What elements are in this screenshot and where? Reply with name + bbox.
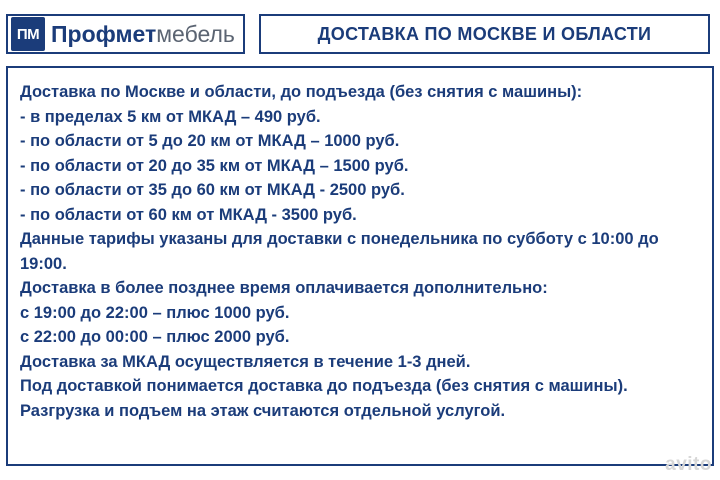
brand-name-bold: Профмет bbox=[51, 20, 157, 47]
logo-monogram-icon: ПМ bbox=[11, 17, 45, 51]
terms-line: Доставка по Москве и области, до подъезда (без снятия с машины): bbox=[20, 83, 583, 101]
terms-line: Доставка за МКАД осуществляется в течение 1-3 дней. bbox=[20, 352, 471, 371]
terms-line: с 19:00 до 22:00 – плюс 1000 руб. bbox=[20, 303, 290, 322]
terms-line: Данные тарифы указаны для доставки с понедельника по субботу с 10:00 до 19:00. bbox=[20, 230, 664, 273]
terms-line: - по области от 60 км от МКАД - 3500 руб. bbox=[20, 205, 357, 224]
terms-line: - по области от 20 до 35 км от МКАД – 1500 руб. bbox=[20, 156, 409, 175]
terms-line: Доставка в более позднее время оплачивается дополнительно: bbox=[20, 279, 548, 297]
page-title: ДОСТАВКА ПО МОСКВЕ И ОБЛАСТИ bbox=[317, 23, 652, 44]
brand-name bbox=[51, 20, 235, 47]
watermark: avito bbox=[665, 454, 712, 475]
brand-name-thin: мебель bbox=[156, 20, 235, 47]
terms-line: с 22:00 до 00:00 – плюс 2000 руб. bbox=[20, 328, 290, 346]
terms-line: - по области от 5 до 20 км от МКАД – 1000 руб. bbox=[20, 132, 400, 150]
document-header bbox=[0, 12, 720, 56]
terms-line: - в пределах 5 км от МКАД – 490 руб. bbox=[20, 107, 321, 126]
brand-logo bbox=[6, 14, 245, 54]
page-title-box bbox=[259, 14, 710, 54]
terms-line: Под доставкой понимается доставка до подъезда (без снятия с машины). Разгрузка и подъем на этаж считаются отдельной услугой. bbox=[20, 377, 633, 420]
terms-line: - по области от 35 до 60 км от МКАД - 2500 руб. bbox=[20, 181, 405, 199]
delivery-terms-panel bbox=[6, 66, 714, 466]
